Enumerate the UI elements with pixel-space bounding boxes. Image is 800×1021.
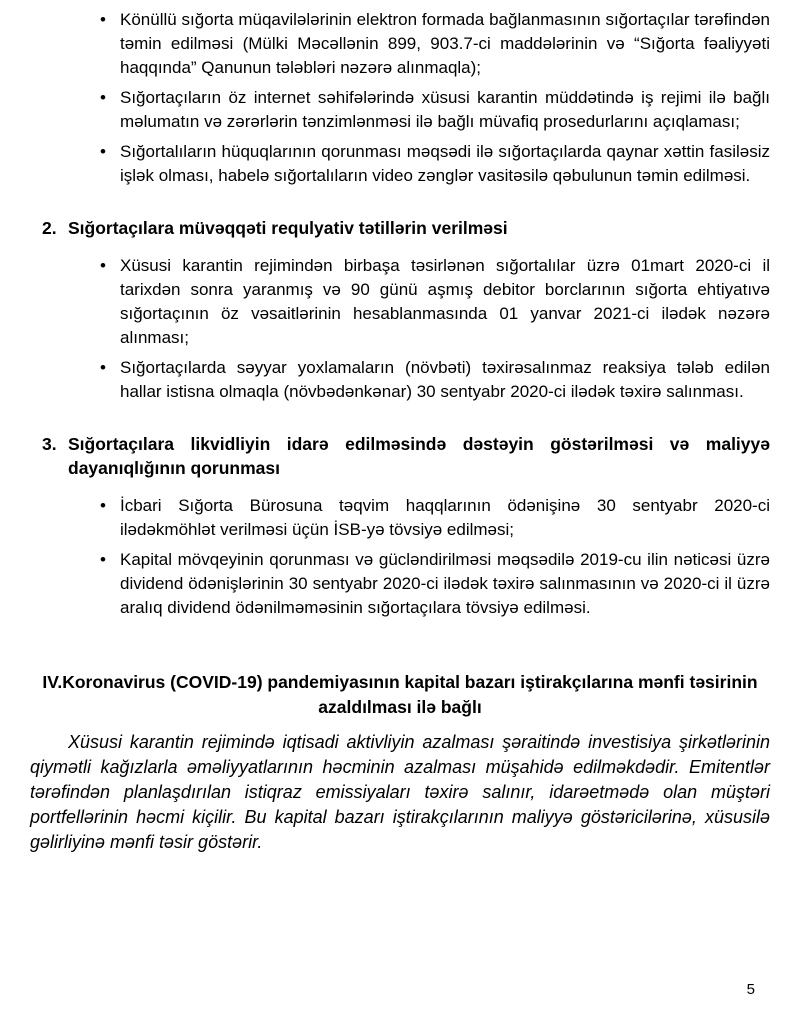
bullet-icon: •	[100, 256, 106, 275]
bullet-text: Kapital mövqeyinin qorunması və gücləndirilməsi məqsədilə 2019-cu ilin nəticəsi üzrə dividend ödənişlərinin 30 sentyabr 2020-ci ilədək təxirə salınmasının və 2020-ci il üzrə aralıq dividend ödənilməməsinin sığortaçılara tövsiyə edilməsi.	[120, 550, 770, 617]
list-item	[100, 548, 770, 620]
closing-paragraph: Xüsusi karantin rejimində iqtisadi aktivliyin azalması şəraitində investisiya şirkətlərinin qiymətli kağızlarla əməliyyatlarının həcminin azalması müşahidə edilməkdədir. Emitentlər tərəfindən planlaşdırılan istiqraz emissiyaları təxirə salınır, idarəetmədə olan müştəri portfellərinin həcmi kiçilir. Bu kapital bazarı iştirakçılarının maliyyə göstəricilərinə, xüsusilə gəlirliyinə mənfi təsir göstərir.	[30, 732, 770, 852]
section-number: 2.	[42, 218, 57, 238]
section-2-heading	[42, 216, 770, 240]
intro-bullet-list	[30, 8, 770, 188]
bullet-text: Sığortaçıların öz internet səhifələrində xüsusi karantin müddətində iş rejimi ilə bağlı məlumatın və zərərlərin tənzimlənməsi ilə bağlı müvafiq prosedurlarını açıqlaması;	[120, 88, 770, 131]
section-iv-heading: IV.Koronavirus (COVID-19) pandemiyasının kapital bazarı iştirakçılarına mənfi təsirinin azaldılması ilə bağlı	[42, 672, 758, 717]
section-3	[30, 432, 770, 620]
section-2-bullet-list	[30, 254, 770, 404]
bullet-text: İcbari Sığorta Bürosuna təqvim haqqlarının ödənişinə 30 sentyabr 2020-ci ilədəkmöhlət verilməsi üçün İSB-yə tövsiyə edilməsi;	[120, 496, 770, 539]
list-item	[100, 494, 770, 542]
section-title: Sığortaçılara müvəqqəti requlyativ tətillərin verilməsi	[68, 218, 508, 238]
section-3-bullet-list	[30, 494, 770, 620]
bullet-text: Sığortaçılarda səyyar yoxlamaların (növbəti) təxirəsalınmaz reaksiya tələb edilən hallar istisna olmaqla (növbədənkənar) 30 sentyabr 2020-ci ilədək təxirə salınması.	[120, 358, 770, 401]
page-number: 5	[746, 981, 755, 998]
bullet-icon: •	[100, 10, 106, 29]
list-item	[100, 86, 770, 134]
bullet-icon: •	[100, 88, 106, 107]
bullet-icon: •	[100, 358, 106, 377]
bullet-icon: •	[100, 550, 106, 569]
bullet-icon: •	[100, 496, 106, 515]
list-item	[100, 8, 770, 80]
section-spacer	[30, 626, 770, 670]
section-2	[30, 216, 770, 404]
list-item	[100, 140, 770, 188]
section-title: Sığortaçılara likvidliyin idarə edilməsində dəstəyin göstərilməsi və maliyyə dayanıqlığının qorunması	[68, 434, 770, 478]
bullet-text: Xüsusi karantin rejimindən birbaşa təsirlənən sığortalılar üzrə 01mart 2020-ci il tarixdən sonra yaranmış və 90 günü aşmış debitor borclarının sığorta ehtiyatıvə sığortaçının öz vəsaitlərinin hesablanmasında 01 yanvar 2021-ci ilədək nəzərə alınması;	[120, 256, 770, 347]
list-item	[100, 254, 770, 350]
bullet-text: Könüllü sığorta müqavilələrinin elektron formada bağlanmasının sığortaçılar tərəfindən təmin edilməsi (Mülki Məcəllənin 899, 903.7-ci maddələrinin və “Sığorta fəaliyyəti haqqında” Qanunun tələbləri nəzərə alınmaqla);	[120, 10, 770, 77]
bullet-icon: •	[100, 142, 106, 161]
list-item	[100, 356, 770, 404]
bullet-text: Sığortalıların hüquqlarının qorunması məqsədi ilə sığortaçılarda qaynar xəttin fasiləsiz işlək olması, habelə sığortalıların video zənglər vasitəsilə qəbulunun təmin edilməsi.	[120, 142, 770, 185]
section-3-heading	[42, 432, 770, 480]
section-number: 3.	[42, 434, 57, 454]
